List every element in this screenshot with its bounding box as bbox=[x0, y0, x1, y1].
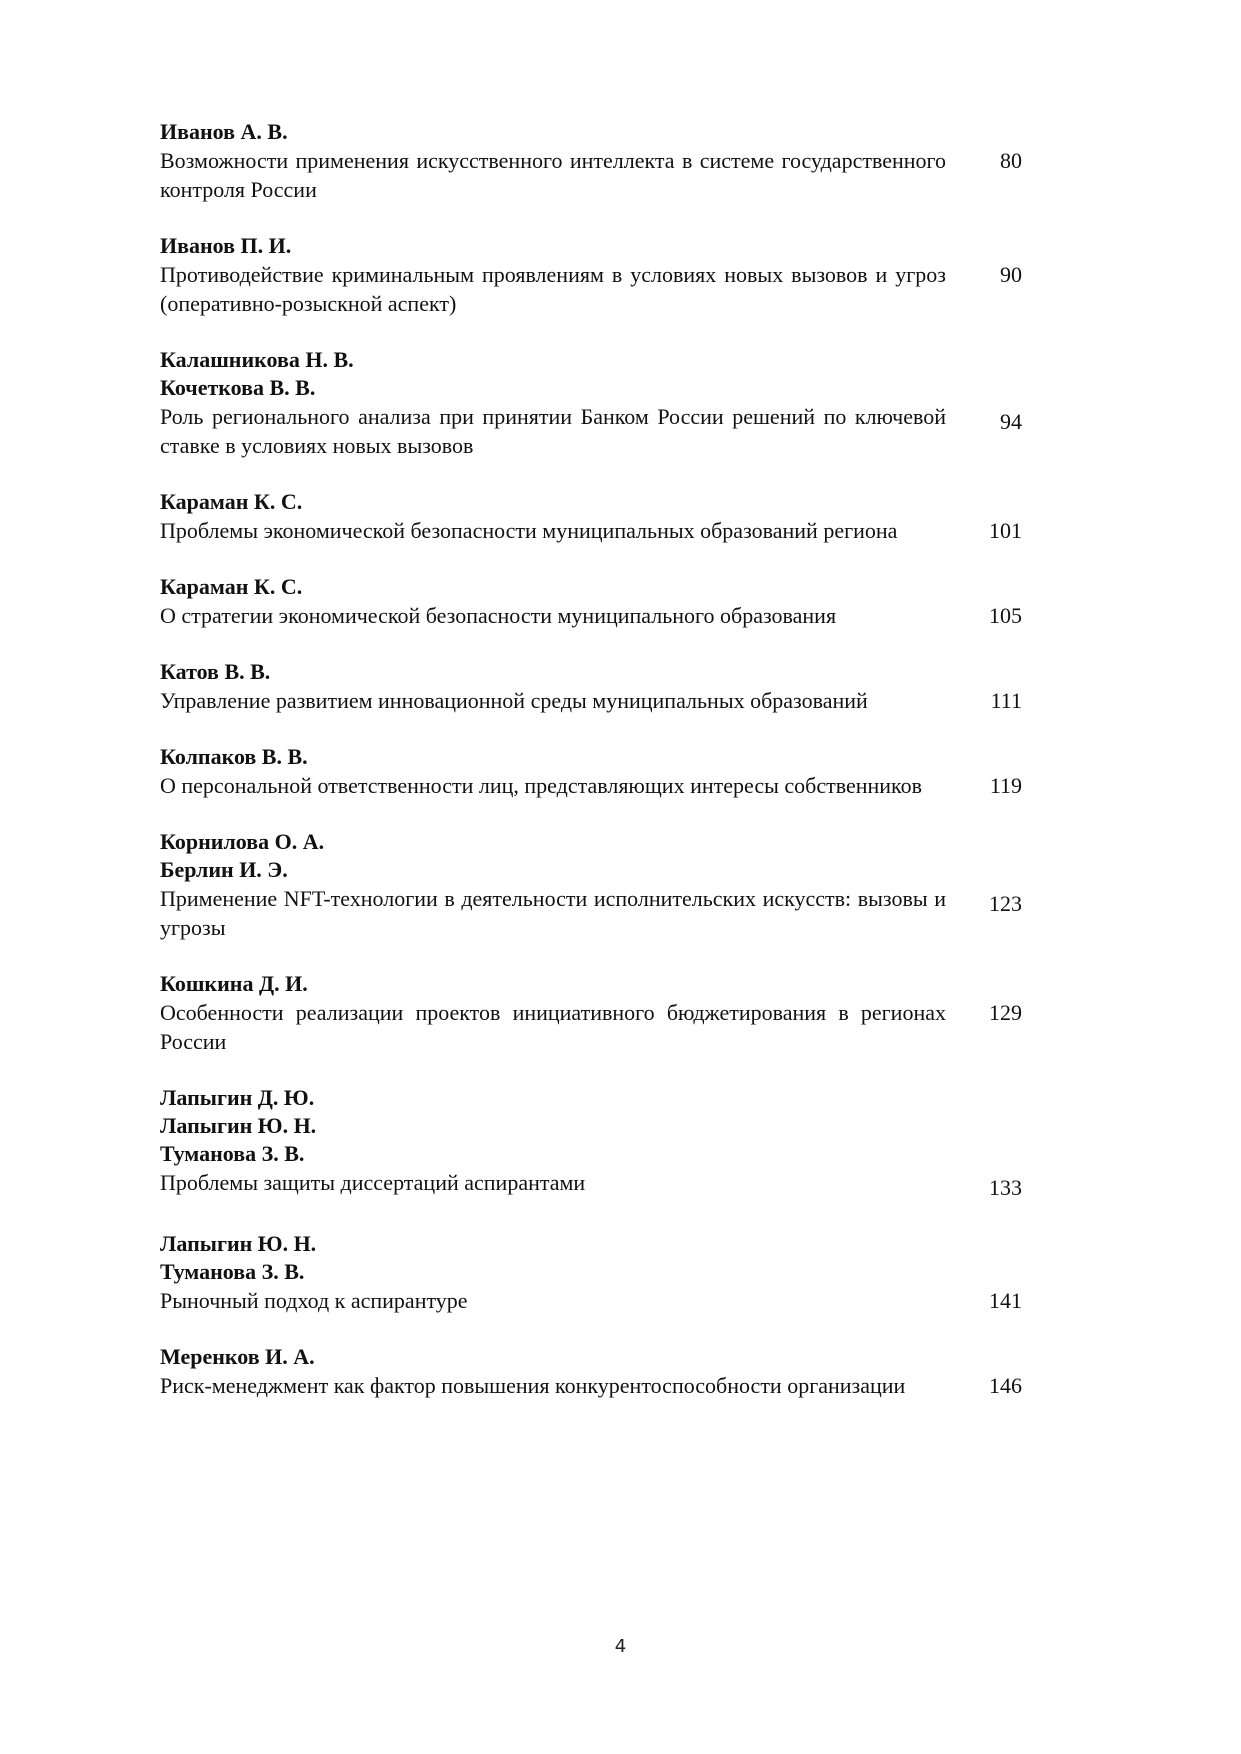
entry-page-number: 94 bbox=[1000, 409, 1022, 434]
entry-title: Управление развитием инновационной среды муниципальных образований bbox=[160, 688, 868, 713]
entry-page-number: 146 bbox=[989, 1373, 1022, 1398]
entry-page-number: 101 bbox=[989, 518, 1022, 543]
entry-authors bbox=[160, 488, 1022, 516]
entry-author: Караман К. С. bbox=[160, 489, 303, 514]
toc-entry bbox=[160, 658, 1022, 715]
entry-title: Рыночный подход к аспирантуре bbox=[160, 1288, 468, 1313]
entry-authors bbox=[160, 970, 1022, 998]
entry-authors bbox=[160, 346, 1022, 402]
entry-title: Применение NFT-технологии в деятельности исполнительских искусств: вызовы и угрозы bbox=[160, 886, 946, 940]
entry-page-number: 119 bbox=[989, 773, 1022, 798]
entry-author: Колпаков В. В. bbox=[160, 744, 308, 769]
entry-title-row bbox=[160, 601, 1022, 630]
entry-authors bbox=[160, 1230, 1022, 1286]
entry-page-number: 123 bbox=[989, 891, 1022, 916]
entry-title-row bbox=[160, 884, 1022, 942]
toc-entry bbox=[160, 1084, 1022, 1202]
toc-entry bbox=[160, 743, 1022, 800]
entry-author: Иванов П. И. bbox=[160, 233, 292, 258]
entry-title-row bbox=[160, 1168, 1022, 1202]
entry-author: Караман К. С. bbox=[160, 574, 303, 599]
page-number: 4 bbox=[614, 1636, 627, 1657]
entry-title-row bbox=[160, 516, 1022, 545]
entry-author: Кошкина Д. И. bbox=[160, 971, 308, 996]
entry-page-number: 129 bbox=[989, 1000, 1022, 1025]
entry-page-number: 80 bbox=[1000, 148, 1022, 173]
entry-author: Кочеткова В. В. bbox=[160, 375, 316, 400]
entry-author: Берлин И. Э. bbox=[160, 857, 288, 882]
toc-entry bbox=[160, 828, 1022, 942]
entry-title: Проблемы экономической безопасности муниципальных образований региона bbox=[160, 518, 898, 543]
entry-page-number: 105 bbox=[989, 603, 1022, 628]
entry-title: Проблемы защиты диссертаций аспирантами bbox=[160, 1170, 586, 1195]
entry-title: О персональной ответственности лиц, представляющих интересы собственников bbox=[160, 773, 923, 798]
entry-title: Возможности применения искусственного интеллекта в системе государственного контроля России bbox=[160, 148, 946, 202]
toc-entry bbox=[160, 970, 1022, 1056]
toc-entry bbox=[160, 232, 1022, 318]
entry-title: О стратегии экономической безопасности муниципального образования bbox=[160, 603, 837, 628]
entry-authors bbox=[160, 573, 1022, 601]
entry-authors bbox=[160, 1343, 1022, 1371]
toc-entry bbox=[160, 488, 1022, 545]
toc-entry bbox=[160, 118, 1022, 204]
entry-title-row bbox=[160, 686, 1022, 715]
entry-page-number: 111 bbox=[990, 688, 1022, 713]
entry-page-number: 90 bbox=[1000, 262, 1022, 287]
toc-entry bbox=[160, 573, 1022, 630]
entry-authors bbox=[160, 118, 1022, 146]
entry-page-number: 141 bbox=[989, 1288, 1022, 1313]
entry-author: Лапыгин Д. Ю. bbox=[160, 1085, 315, 1110]
entry-title-row bbox=[160, 146, 1022, 204]
toc-entry bbox=[160, 1343, 1022, 1400]
entry-author: Корнилова О. А. bbox=[160, 829, 325, 854]
entry-title-row bbox=[160, 1371, 1022, 1400]
entry-authors bbox=[160, 1084, 1022, 1168]
entry-authors bbox=[160, 743, 1022, 771]
entry-title-row bbox=[160, 402, 1022, 460]
entry-author: Туманова З. В. bbox=[160, 1141, 305, 1166]
entry-title: Роль регионального анализа при принятии Банком России решений по ключевой ставке в условиях новых вызовов bbox=[160, 404, 946, 458]
entry-author: Лапыгин Ю. Н. bbox=[160, 1231, 317, 1256]
entry-author: Туманова З. В. bbox=[160, 1259, 305, 1284]
entry-title: Риск-менеджмент как фактор повышения конкурентоспособности организации bbox=[160, 1373, 906, 1398]
entry-title-row bbox=[160, 260, 1022, 318]
table-of-contents bbox=[160, 118, 1022, 1428]
entry-authors bbox=[160, 828, 1022, 884]
entry-author: Иванов А. В. bbox=[160, 119, 288, 144]
entry-author: Калашникова Н. В. bbox=[160, 347, 354, 372]
toc-entry bbox=[160, 1230, 1022, 1315]
entry-author: Меренков И. А. bbox=[160, 1344, 315, 1369]
entry-authors bbox=[160, 232, 1022, 260]
entry-title-row bbox=[160, 771, 1022, 800]
entry-author: Лапыгин Ю. Н. bbox=[160, 1113, 317, 1138]
entry-title-row bbox=[160, 998, 1022, 1056]
entry-author: Катов В. В. bbox=[160, 659, 271, 684]
entry-page-number: 133 bbox=[989, 1175, 1022, 1200]
entry-authors bbox=[160, 658, 1022, 686]
toc-entry bbox=[160, 346, 1022, 460]
entry-title-row bbox=[160, 1286, 1022, 1315]
entry-title: Противодействие криминальным проявлениям в условиях новых вызовов и угроз (оперативно-розыскной аспект) bbox=[160, 262, 946, 316]
entry-title: Особенности реализации проектов инициативного бюджетирования в регионах России bbox=[160, 1000, 946, 1054]
